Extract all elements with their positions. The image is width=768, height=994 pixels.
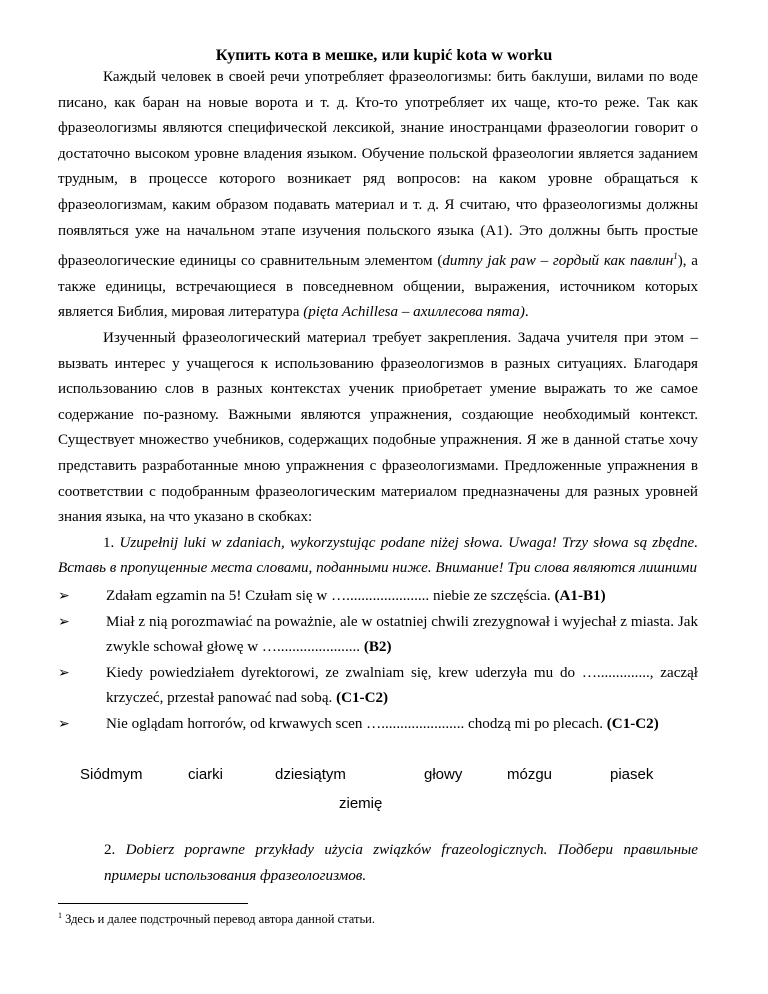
item-text: Zdałam egzamin na 5! Czułam się w …...................... niebie ze szczęścia. — [106, 587, 551, 604]
word-bank-item: piasek — [610, 766, 654, 783]
arrowhead-bullet-icon: ➢ — [58, 715, 70, 732]
document-body — [58, 65, 698, 737]
item-text: Miał z nią porozmawiać na poważnie, ale w ostatniej chwili zrezygnował i wyjechał z miasta. Jak zwykle schował głowę w …...................... — [106, 613, 698, 656]
word-bank-item: Siódmym — [80, 766, 143, 783]
arrowhead-bullet-icon: ➢ — [58, 613, 70, 630]
intro-text-2: ), а также единицы, встречающиеся в повседневном общении, выражения, источником которых является Библия, мировая литература — [58, 253, 699, 321]
word-bank-item: ziemię — [339, 795, 383, 812]
item-text: Nie oglądam horrorów, od krwawych scen …...................... chodzą mi po plecach. — [106, 715, 603, 732]
item-text: Kiedy powiedziałem dyrektorowi, ze zwalniam się, krew uderzyła mu do ….............., zaczął krzyczeć, przestał panować nad sobą. — [106, 664, 698, 707]
footnote — [58, 911, 375, 927]
exercise-1-number: 1. — [103, 534, 115, 551]
exercise-2-instruction — [104, 837, 698, 889]
intro-text-3: . — [524, 304, 529, 321]
arrowhead-bullet-icon: ➢ — [58, 664, 70, 681]
document-title: Купить кота в мешке, или kupić kota w worku — [215, 45, 553, 64]
word-bank-item: dziesiątym — [275, 766, 346, 783]
exercise-1-item — [58, 610, 698, 661]
level-badge: (B2) — [363, 639, 392, 656]
footnote-divider — [58, 903, 248, 904]
word-bank-item: głowy — [424, 766, 463, 783]
paragraph-intro — [58, 65, 698, 326]
exercise-2-number: 2. — [104, 842, 116, 858]
level-badge: (A1-B1) — [554, 587, 606, 604]
footnote-ref: 1 — [673, 251, 678, 262]
exercise-1-item — [58, 661, 698, 712]
level-badge: (C1-C2) — [336, 690, 389, 707]
exercise-1-item — [58, 584, 698, 610]
arrowhead-bullet-icon: ➢ — [58, 587, 70, 604]
example-phrase-1: dumny jak paw – гордый как павлин$^1$ — [442, 251, 678, 270]
exercise-1-item — [58, 712, 698, 738]
exercise-1-instruction — [58, 531, 698, 582]
example-phrase-2: (pięta Achillesa – ахиллесова пята) — [303, 304, 525, 321]
exercise-2-instruction-text: Dobierz poprawne przykłady użycia związków frazeologicznych. Подбери правильные примеры использования фразеологизмов. — [104, 842, 698, 884]
level-badge: (C1-C2) — [606, 715, 659, 732]
word-bank-item: mózgu — [507, 766, 553, 783]
word-bank-item: ciarki — [188, 766, 224, 783]
paragraph-exercises-intro: Изученный фразеологический материал требует закрепления. Задача учителя при этом – вызвать интерес у учащегося к использованию фразеологизмов в разных ситуациях. Благодаря использованию слов в разных контекстах ученик приобретает умение выражать то же самое содержание по-разному. Важными являются упражнения, создающие необходимый контекст. Существует множество учебников, содержащих подобные упражнения. Я же в данной статье хочу представить разработанные мною упражнения с фразеологизмами. Предложенные упражнения в соответствии с подобранным фразеологическим материалом предназначены для разных уровней знания языка, на что указано в скобках: — [58, 329, 698, 526]
footnote-mark: 1 — [58, 911, 62, 920]
exercise-1-instruction-text: Uzupełnij luki w zdaniach, wykorzystując podane niżej słowa. Uwaga! Trzy słowa są zbędne. Вставь в пропущенные места словами, поданными ниже. Внимание! Три слова являются лишними — [58, 534, 698, 577]
word-bank — [80, 766, 700, 816]
footnote-text: Здесь и далее подстрочный перевод автора данной статьи. — [65, 912, 375, 927]
intro-text-1: Каждый человек в своей речи употребляет фразеологизмы: бить баклуши, вилами по воде писано, как баран на новые ворота и т. д. Кто-то употребляет их чаще, кто-то реже. Так как фразеологизмы являются специфической лексикой, знание иностранцами фразеологии говорит о достаточно высоком уровне владения языком. Обучение польской фразеологии является заданием трудным, в процессе которого возникает ряд вопросов: на каком уровне обращаться к фразеологизмам, каким образом подавать материал и т. д. Я считаю, что фразеологизмы должны появляться уже на начальном этапе изучения польского языка (А1). Это должны быть простые фразеологические единицы со сравнительным элементом ( — [58, 69, 698, 270]
